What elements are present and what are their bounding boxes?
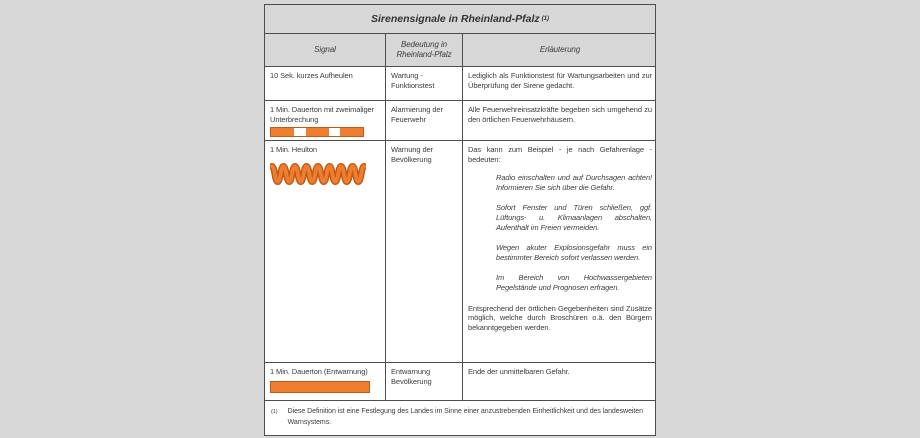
column-header-bedeutung: Bedeutung in Rheinland-Pfalz	[386, 34, 463, 66]
table-row	[265, 67, 655, 101]
erlaeuterung-intro: Das kann zum Beispiel - je nach Gefahrenlage - bedeuten:	[468, 145, 652, 164]
table-title-row	[265, 5, 655, 34]
table-row	[265, 141, 655, 363]
erlaeuterung-item: Im Bereich von Hochwassergebieten Pegelstände und Prognosen erfragen.	[496, 273, 652, 292]
title-footnote-marker: (1)	[541, 16, 549, 22]
signal-text: 1 Min. Heulton	[270, 145, 317, 154]
erlaeuterung-item: Wegen akuter Explosionsgefahr muss ein bestimmter Bereich sofort verlassen werden.	[496, 243, 652, 262]
bedeutung-cell: Entwarnung Bevölkerung	[386, 363, 463, 400]
signal-cell	[265, 363, 386, 400]
signal-cell	[265, 67, 386, 100]
footnote-marker: (1)	[271, 409, 278, 415]
signal-text: 1 Min. Dauerton mit zweimaliger Unterbrechung	[270, 105, 375, 124]
siren-signals-table	[264, 4, 656, 436]
table-title: Sirenensignale in Rheinland-Pfalz	[371, 13, 540, 25]
column-header-erlaeuterung: Erläuterung	[539, 44, 581, 54]
footnote-row	[265, 401, 655, 435]
bedeutung-cell: Warnung der Bevölkerung	[386, 141, 463, 362]
footnote-text: Diese Definition ist eine Festlegung des Landes im Sinne einer anzustrebenden Einheitlichkeit und des landesweiten Warnsystems.	[287, 408, 643, 426]
erlaeuterung-item: Sofort Fenster und Türen schließen, ggf. Lüftungs- u. Klimaanlagen abschalten, Aufenthalt im Freien vermeiden.	[496, 203, 652, 232]
bedeutung-cell: Wartung - Funktionstest	[386, 67, 463, 100]
column-header-row	[265, 34, 655, 67]
erlaeuterung-outro: Entsprechend der örtlichen Gegebenheiten sind Zusätze möglich, welche durch Broschüren o.ä. den Bürgern bekanntgegeben werden.	[468, 303, 652, 332]
erlaeuterung-cell: Ende der unmittelbaren Gefahr.	[468, 367, 570, 376]
erlaeuterung-cell	[463, 141, 655, 362]
erlaeuterung-cell: Alle Feuerwehreinsatzkräfte begeben sich umgehend zu den örtlichen Feuerwehrhäusern.	[468, 105, 652, 124]
column-header-signal: Signal	[265, 34, 386, 66]
signal-text: 10 Sek. kurzes Aufheulen	[270, 71, 353, 80]
continuous-tone-bar-icon	[270, 381, 370, 393]
erlaeuterung-item: Radio einschalten und auf Durchsagen achten! Informieren Sie sich über die Gefahr.	[496, 173, 652, 192]
signal-text: 1 Min. Dauerton (Entwarnung)	[270, 367, 368, 376]
erlaeuterung-cell: Lediglich als Funktionstest für Wartungsarbeiten und zur Überprüfung der Sirene gedacht.	[468, 71, 652, 90]
table-row	[265, 363, 655, 401]
interrupted-tone-bar-icon	[270, 127, 364, 137]
signal-cell	[265, 141, 386, 362]
siren-wave-icon	[270, 159, 380, 192]
bedeutung-cell: Alarmierung der Feuerwehr	[386, 101, 463, 140]
table-row	[265, 101, 655, 141]
signal-cell	[265, 101, 386, 140]
